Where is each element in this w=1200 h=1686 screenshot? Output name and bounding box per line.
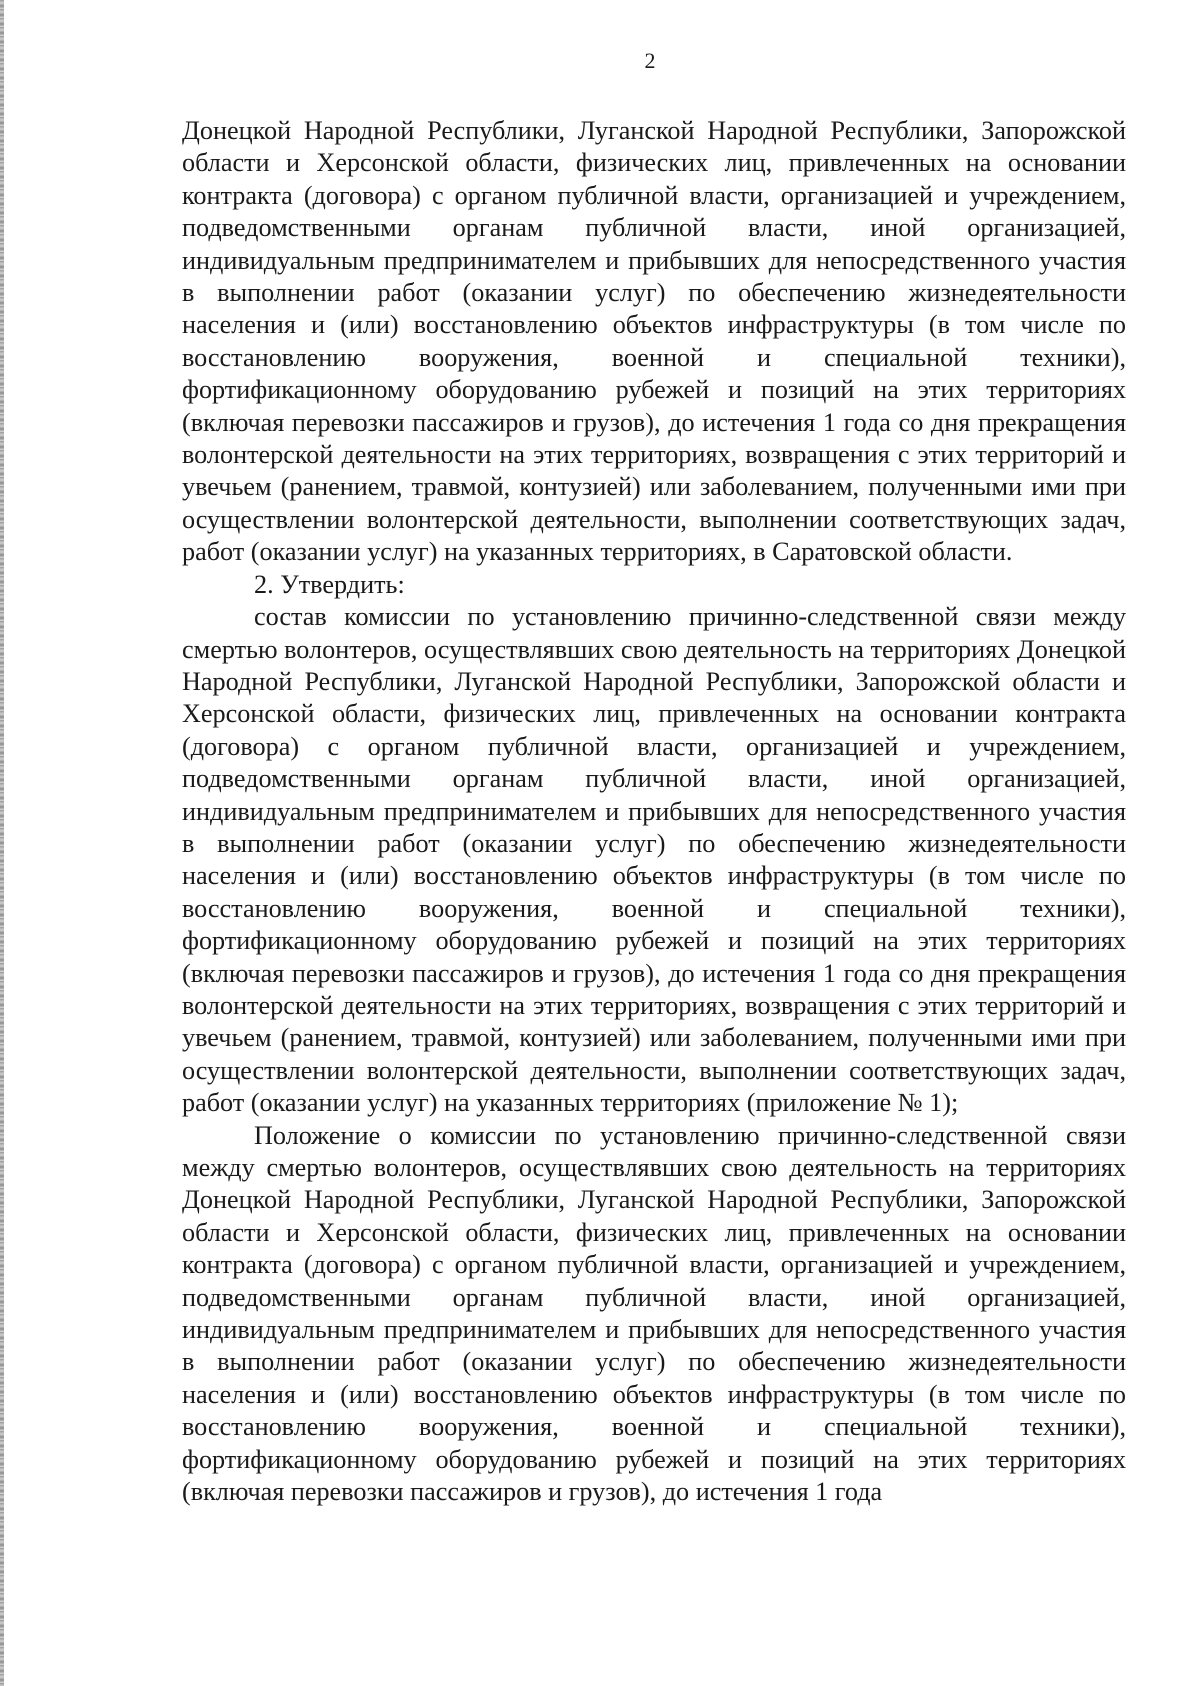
page-number: 2 xyxy=(644,48,656,73)
paragraph-continuation: Донецкой Народной Республики, Луганской Народной Республики, Запорожской области и Херсонской области, физических лиц, привлеченных на основании контракта (договора) с органом публичной власти, организацией и учреждением, подведомственными органам публичной власти, иной организацией, индивидуальным предпринимателем и прибывших для непосредственного участия в выполнении работ (оказании услуг) по обеспечению жизнедеятельности населения и (или) восстановлению объектов инфраструктуры (в том числе по восстановлению вооружения, военной и специальной техники), фортификационному оборудованию рубежей и позиций на этих территориях (включая перевозки пассажиров и грузов), до истечения 1 года со дня прекращения волонтерской деятельности на этих территориях, возвращения с этих территорий и увечьем (ранением, травмой, контузией) или заболеванием, полученными ими при осуществлении волонтерской деятельности, выполнении соответствующих задач, работ (оказании услуг) на указанных территориях, в Саратовской области. xyxy=(182,116,1126,567)
paragraph-item-2-heading: 2. Утвердить: xyxy=(254,569,405,599)
scan-edge xyxy=(0,0,4,1686)
document-body xyxy=(182,115,1126,1508)
paragraph-commission-composition: состав комиссии по установлению причинно-следственной связи между смертью волонтеров, осуществлявших свою деятельность на территориях Донецкой Народной Республики, Луганской Народной Республики, Запорожской области и Херсонской области, физических лиц, привлеченных на основании контракта (договора) с органом публичной власти, организацией и учреждением, подведомственными органам публичной власти, иной организацией, индивидуальным предпринимателем и прибывших для непосредственного участия в выполнении работ (оказании услуг) по обеспечению жизнедеятельности населения и (или) восстановлению объектов инфраструктуры (в том числе по восстановлению вооружения, военной и специальной техники), фортификационному оборудованию рубежей и позиций на этих территориях (включая перевозки пассажиров и грузов), до истечения 1 года со дня прекращения волонтерской деятельности на этих территориях, возвращения с этих территорий и увечьем (ранением, травмой, контузией) или заболеванием, полученными ими при осуществлении волонтерской деятельности, выполнении соответствующих задач, работ (оказании услуг) на указанных территориях (приложение № 1); xyxy=(182,602,1126,1118)
paragraph-commission-regulation: Положение о комиссии по установлению причинно-следственной связи между смертью волонтеров, осуществлявших свою деятельность на территориях Донецкой Народной Республики, Луганской Народной Республики, Запорожской области и Херсонской области, физических лиц, привлеченных на основании контракта (договора) с органом публичной власти, организацией и учреждением, подведомственными органам публичной власти, иной организацией, индивидуальным предпринимателем и прибывших для непосредственного участия в выполнении работ (оказании услуг) по обеспечению жизнедеятельности населения и (или) восстановлению объектов инфраструктуры (в том числе по восстановлению вооружения, военной и специальной техники), фортификационному оборудованию рубежей и позиций на этих территориях (включая перевозки пассажиров и грузов), до истечения 1 года xyxy=(182,1120,1126,1507)
